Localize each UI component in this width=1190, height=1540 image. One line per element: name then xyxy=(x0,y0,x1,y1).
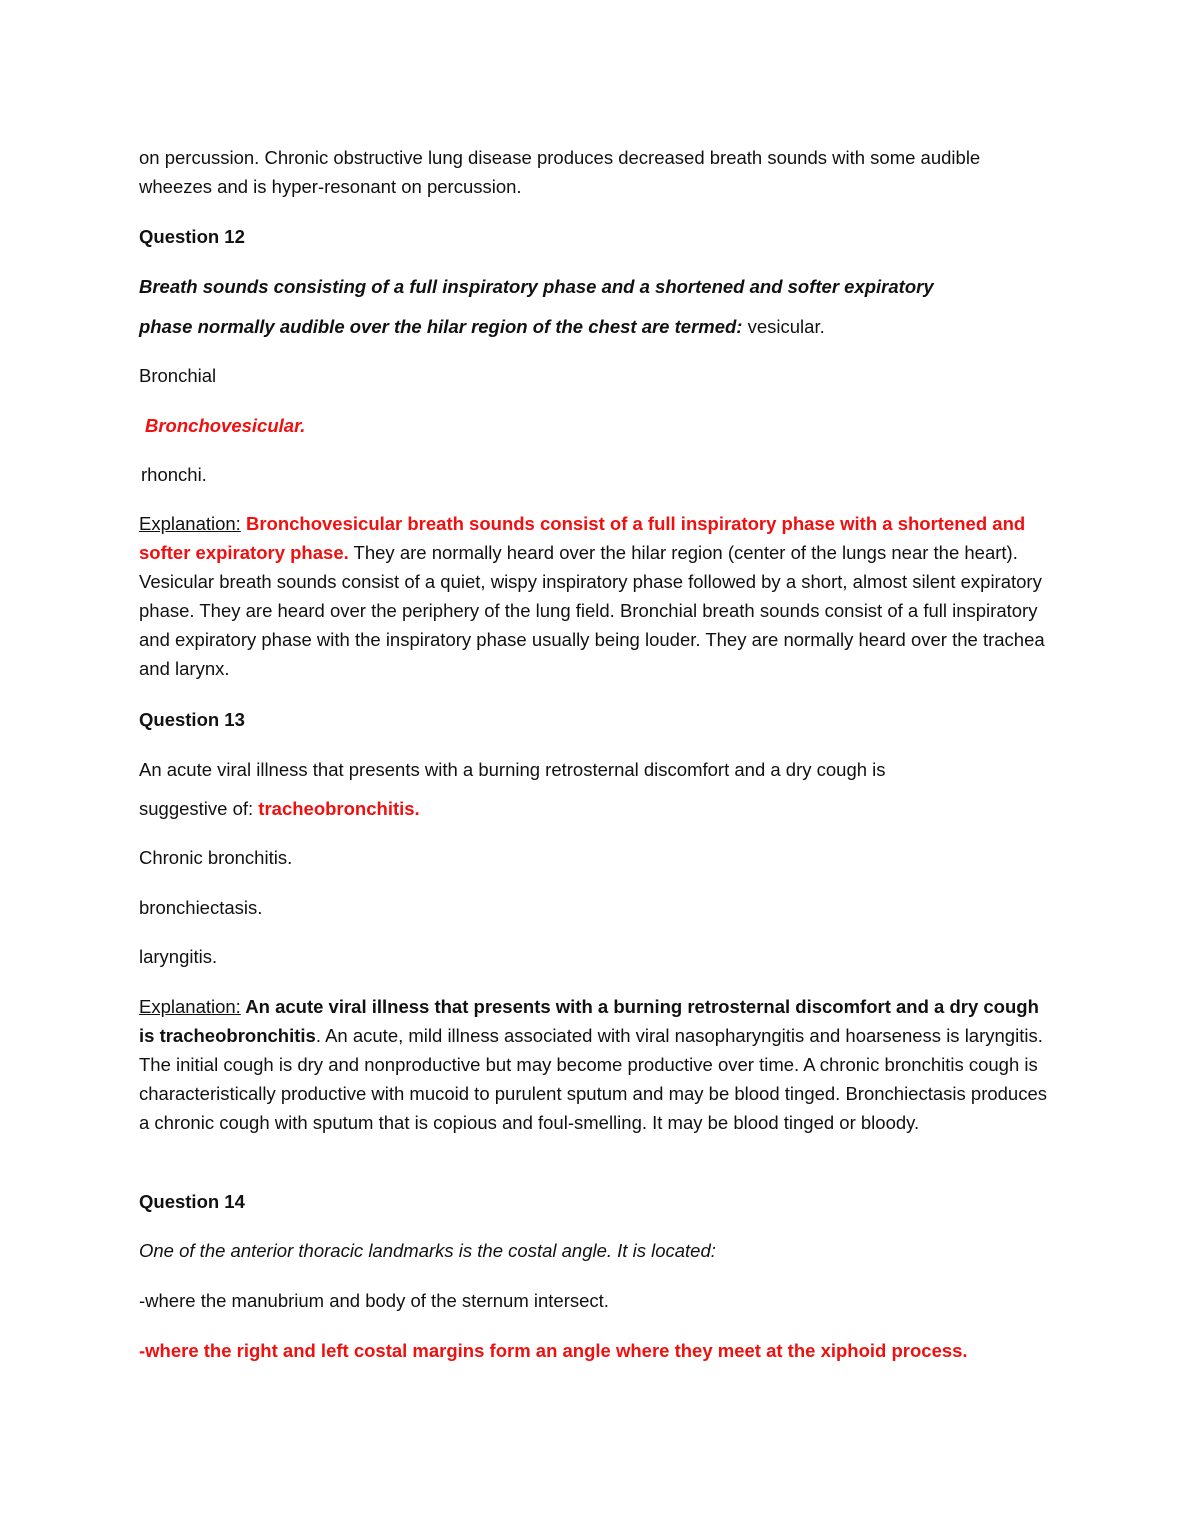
question-12-option-vesicular: vesicular. xyxy=(742,316,825,337)
question-12-stem-text: phase normally audible over the hilar region of the chest are termed: xyxy=(139,316,743,337)
question-12-stem-line1: Breath sounds consisting of a full inspiratory phase and a shortened and softer expiratory xyxy=(139,276,934,297)
question-13-explanation-answer: An acute viral illness that presents with a burning retrosternal discomfort and a dry cough is tracheobronchitis xyxy=(139,996,1039,1046)
question-12-heading: Question 12 xyxy=(139,226,245,247)
question-12-option-bronchial: Bronchial xyxy=(139,365,217,386)
question-12-stem-line2 xyxy=(139,312,1049,341)
explanation-label: Explanation: xyxy=(139,996,241,1017)
question-13-option-laryngitis: laryngitis. xyxy=(139,946,218,967)
question-14-option-manubrium: -where the manubrium and body of the sternum intersect. xyxy=(139,1290,609,1311)
question-14-option-xiphoid-correct: -where the right and left costal margins form an angle where they meet at the xiphoid process. xyxy=(139,1340,968,1361)
continuation-paragraph: on percussion. Chronic obstructive lung disease produces decreased breath sounds with some audible wheezes and is hyper-resonant on percussion. xyxy=(139,147,981,197)
question-14-heading: Question 14 xyxy=(139,1191,245,1212)
question-12-explanation-rest: They are normally heard over the hilar region (center of the lungs near the heart). Vesicular breath sounds consist of a quiet, wispy inspiratory phase followed by a short, almost silent expiratory phase. They are heard over the periphery of the lung field. Bronchial breath sounds consist of a full inspiratory and expiratory phase with the inspiratory phase usually being louder. They are normally heard over the trachea and larynx. xyxy=(139,542,1045,679)
question-14-stem: One of the anterior thoracic landmarks is the costal angle. It is located: xyxy=(139,1240,716,1261)
question-13-stem-line2 xyxy=(139,794,1049,823)
question-13-stem-text: suggestive of: xyxy=(139,798,259,819)
question-13-heading: Question 13 xyxy=(139,709,245,730)
question-12-option-bronchovesicular-correct: Bronchovesicular. xyxy=(145,415,306,436)
explanation-label: Explanation: xyxy=(139,513,241,534)
question-12-explanation xyxy=(139,509,1049,683)
question-12-explanation-answer: Bronchovesicular breath sounds consist of a full inspiratory phase with a shortened and softer expiratory phase. xyxy=(139,513,1026,563)
question-12-option-rhonchi: rhonchi. xyxy=(141,464,207,485)
question-13-explanation-rest: . An acute, mild illness associated with viral nasopharyngitis and hoarseness is laryngitis. The initial cough is dry and nonproductive but may become productive over time. A chronic bronchitis cough is characteristically productive with mucoid to purulent sputum and may be blood tinged. Bronchiectasis produces a chronic cough with sputum that is copious and foul-smelling. It may be blood tinged or bloody. xyxy=(139,1025,1048,1133)
question-13-option-chronic-bronchitis: Chronic bronchitis. xyxy=(139,847,293,868)
question-13-option-bronchiectasis: bronchiectasis. xyxy=(139,897,263,918)
question-13-explanation xyxy=(139,992,1049,1137)
question-13-stem-line1: An acute viral illness that presents with a burning retrosternal discomfort and a dry cough is xyxy=(139,759,886,780)
question-13-answer-tracheobronchitis: tracheobronchitis. xyxy=(258,798,420,819)
